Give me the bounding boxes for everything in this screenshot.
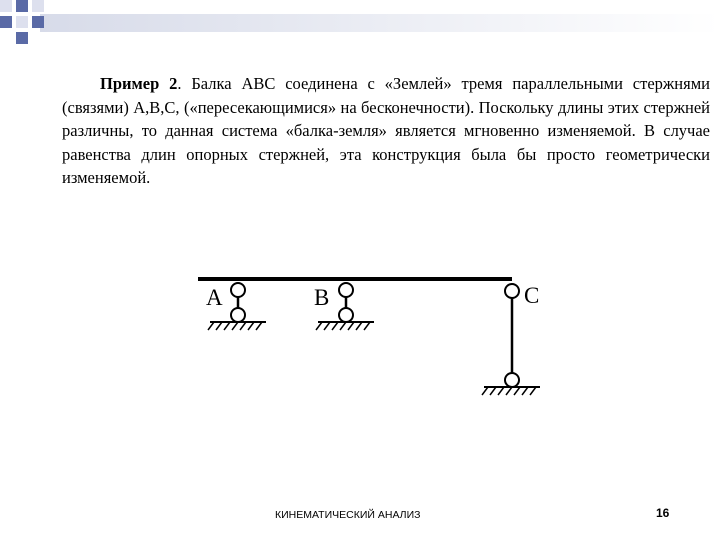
label-c: C [524, 283, 540, 308]
footer-title: КИНЕМАТИЧЕСКИЙ АНАЛИЗ [275, 509, 421, 521]
example-body: . Балка ABC соединена с «Землей» тремя параллельными стержнями (связями) A,B,C, («пересекающимися» на бесконечности). Поскольку длины этих стержней различны, то данная система «балка-земля» является мгновенно изменяемой. В случае равенства длин опорных стержней, эта конструкция была бы просто геометрически изменяемой. [62, 74, 710, 187]
example-heading: Пример 2 [100, 74, 178, 93]
page-number: 16 [656, 506, 670, 520]
label-b: B [314, 285, 330, 310]
label-a: A [206, 285, 223, 310]
